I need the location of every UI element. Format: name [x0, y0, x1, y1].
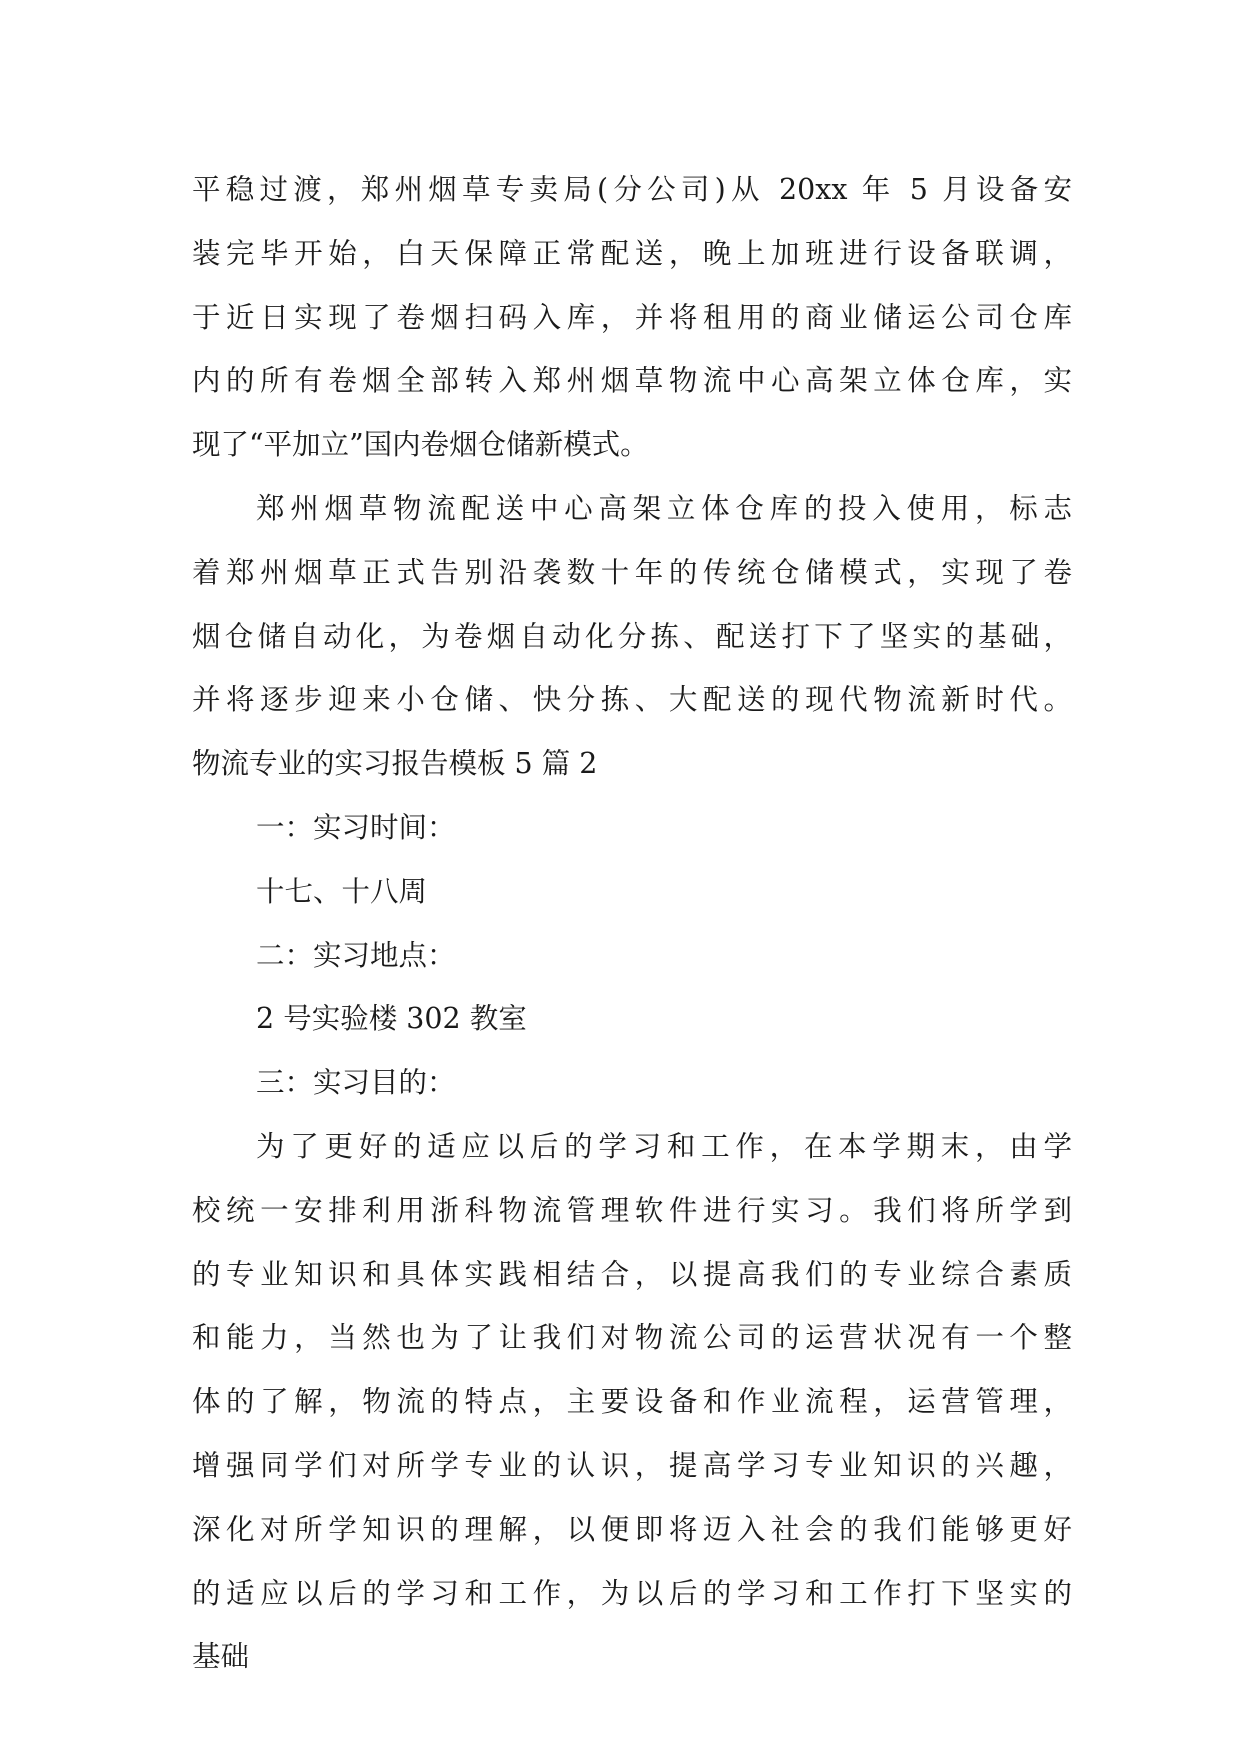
text-line: 平稳过渡，郑州烟草专卖局(分公司)从 20xx 年 5 月设备安 — [192, 173, 1072, 206]
text-line: 基础 — [192, 1640, 250, 1674]
section-purpose-label: 三：实习目的： — [256, 1066, 456, 1100]
text-line: 校统一安排利用浙科物流管理软件进行实习。我们将所学到 — [192, 1193, 1072, 1227]
document-body — [192, 158, 1072, 1689]
text-line: 增强同学们对所学专业的认识，提高学习专业知识的兴趣， — [192, 1448, 1072, 1482]
paragraph-logistics-transition — [192, 158, 1072, 477]
paragraph-internship-purpose — [192, 1115, 1072, 1689]
text-line: 深化对所学知识的理解，以便即将迈入社会的我们能够更好 — [192, 1512, 1072, 1546]
text-line: 于近日实现了卷烟扫码入库，并将租用的商业储运公司仓库 — [192, 300, 1072, 334]
text-line: 现了“平加立”国内卷烟仓储新模式。 — [192, 428, 649, 462]
text-line: 的适应以后的学习和工作，为以后的学习和工作打下坚实的 — [192, 1576, 1072, 1610]
section-time-value: 十七、十八周 — [256, 874, 428, 908]
text-line: 烟仓储自动化，为卷烟自动化分拣、配送打下了坚实的基础， — [192, 619, 1072, 653]
text-line: 内的所有卷烟全部转入郑州烟草物流中心高架立体仓库，实 — [192, 364, 1072, 398]
paragraph-warehouse-significance — [192, 477, 1072, 732]
text-line: 和能力，当然也为了让我们对物流公司的运营状况有一个整 — [192, 1321, 1072, 1355]
text-line: 装完毕开始，白天保障正常配送，晚上加班进行设备联调， — [192, 236, 1072, 270]
section-place-value: 2 号实验楼 302 教室 — [256, 1002, 527, 1036]
section-heading: 物流专业的实习报告模板 5 篇 2 — [192, 747, 598, 781]
text-line: 着郑州烟草正式告别沿袭数十年的传统仓储模式，实现了卷 — [192, 555, 1072, 589]
section-time-label: 一：实习时间： — [256, 810, 456, 844]
text-line: 的专业知识和具体实践相结合，以提高我们的专业综合素质 — [192, 1257, 1072, 1291]
section-place-label: 二：实习地点： — [256, 938, 456, 972]
text-line: 为了更好的适应以后的学习和工作，在本学期末，由学 — [256, 1129, 1072, 1163]
text-line: 郑州烟草物流配送中心高架立体仓库的投入使用，标志 — [256, 491, 1072, 525]
text-line: 体的了解，物流的特点，主要设备和作业流程，运营管理， — [192, 1385, 1072, 1419]
text-line: 并将逐步迎来小仓储、快分拣、大配送的现代物流新时代。 — [192, 683, 1072, 717]
